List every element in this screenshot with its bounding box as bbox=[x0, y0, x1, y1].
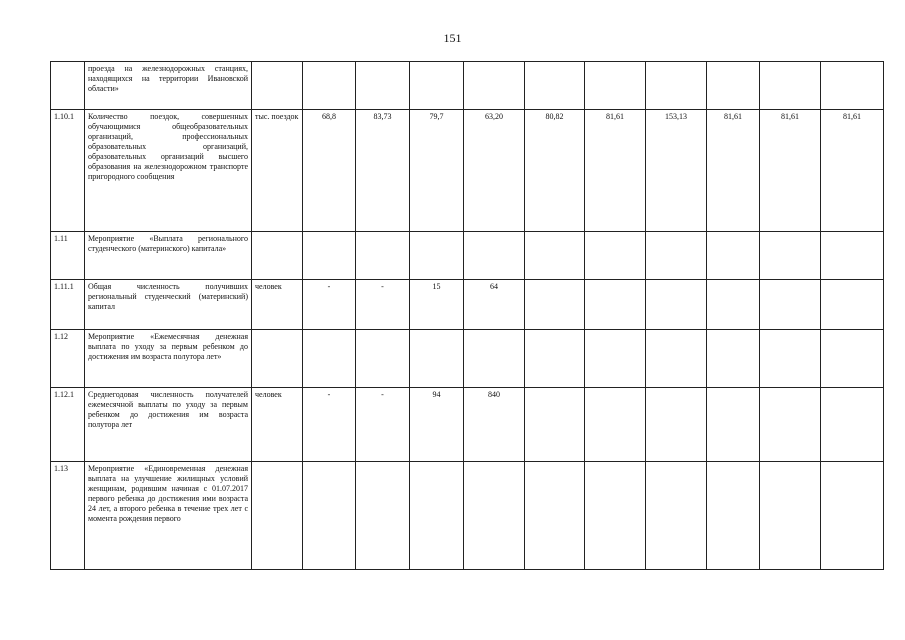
row-description: Общая численность получивших региональный студенческий (материнский) капитал bbox=[85, 280, 252, 330]
row-value: 81,61 bbox=[585, 110, 646, 232]
row-value bbox=[464, 330, 525, 388]
table-body bbox=[51, 62, 884, 570]
row-value bbox=[707, 330, 760, 388]
row-code: 1.10.1 bbox=[51, 110, 85, 232]
table-row bbox=[51, 462, 884, 570]
row-unit bbox=[252, 232, 303, 280]
row-value: 83,73 bbox=[356, 110, 410, 232]
row-value bbox=[760, 462, 821, 570]
row-value bbox=[525, 232, 585, 280]
row-value bbox=[707, 232, 760, 280]
row-value bbox=[760, 388, 821, 462]
row-value bbox=[821, 232, 884, 280]
row-value: 94 bbox=[410, 388, 464, 462]
row-value bbox=[356, 62, 410, 110]
row-value bbox=[707, 462, 760, 570]
row-value: 79,7 bbox=[410, 110, 464, 232]
row-unit bbox=[252, 330, 303, 388]
row-value bbox=[410, 62, 464, 110]
row-value bbox=[760, 232, 821, 280]
row-value bbox=[646, 388, 707, 462]
row-code: 1.12 bbox=[51, 330, 85, 388]
row-value bbox=[821, 462, 884, 570]
row-value bbox=[821, 62, 884, 110]
row-value: 153,13 bbox=[646, 110, 707, 232]
row-value: - bbox=[303, 388, 356, 462]
row-value: 80,82 bbox=[525, 110, 585, 232]
row-code: 1.13 bbox=[51, 462, 85, 570]
row-value bbox=[760, 280, 821, 330]
row-value bbox=[410, 330, 464, 388]
table-row bbox=[51, 62, 884, 110]
row-value bbox=[356, 232, 410, 280]
row-unit: тыс. поездок bbox=[252, 110, 303, 232]
row-value bbox=[646, 330, 707, 388]
row-value: 840 bbox=[464, 388, 525, 462]
row-unit: человек bbox=[252, 280, 303, 330]
page-number: 151 bbox=[443, 31, 462, 45]
row-code: 1.12.1 bbox=[51, 388, 85, 462]
row-value: 81,61 bbox=[760, 110, 821, 232]
row-code: 1.11 bbox=[51, 232, 85, 280]
row-value bbox=[410, 462, 464, 570]
indicators-table bbox=[50, 61, 884, 570]
row-value bbox=[585, 232, 646, 280]
row-value bbox=[707, 280, 760, 330]
row-description: проезда на железнодорожных станциях, находящихся на территории Ивановской области» bbox=[85, 62, 252, 110]
row-value: 81,61 bbox=[821, 110, 884, 232]
row-value bbox=[821, 330, 884, 388]
row-value bbox=[646, 62, 707, 110]
row-unit bbox=[252, 62, 303, 110]
row-value: 81,61 bbox=[707, 110, 760, 232]
row-value bbox=[821, 388, 884, 462]
table-row bbox=[51, 110, 884, 232]
row-code: 1.11.1 bbox=[51, 280, 85, 330]
row-value bbox=[356, 330, 410, 388]
row-value bbox=[525, 330, 585, 388]
row-description: Мероприятие «Выплата регионального студенческого (материнского) капитала» bbox=[85, 232, 252, 280]
row-value bbox=[464, 62, 525, 110]
row-description: Количество поездок, совершенных обучающимися общеобразовательных организаций, профессиональных образовательных организаций, образовательных организаций высшего образования на железнодорожном транспорте пригородного сообщения bbox=[85, 110, 252, 232]
row-value bbox=[821, 280, 884, 330]
row-value bbox=[585, 330, 646, 388]
row-value bbox=[646, 280, 707, 330]
row-description: Мероприятие «Ежемесячная денежная выплата по уходу за первым ребенком до достижения им возраста полутора лет» bbox=[85, 330, 252, 388]
row-value: - bbox=[356, 280, 410, 330]
row-value bbox=[707, 62, 760, 110]
row-value bbox=[646, 462, 707, 570]
row-value bbox=[760, 330, 821, 388]
row-value: - bbox=[356, 388, 410, 462]
table-row bbox=[51, 388, 884, 462]
row-value bbox=[464, 232, 525, 280]
row-value bbox=[303, 462, 356, 570]
row-code bbox=[51, 62, 85, 110]
row-value: 15 bbox=[410, 280, 464, 330]
row-value bbox=[525, 62, 585, 110]
row-value bbox=[585, 62, 646, 110]
row-value: 68,8 bbox=[303, 110, 356, 232]
table-row bbox=[51, 330, 884, 388]
row-value bbox=[585, 388, 646, 462]
row-value bbox=[303, 232, 356, 280]
row-unit: человек bbox=[252, 388, 303, 462]
row-value bbox=[303, 62, 356, 110]
row-value bbox=[707, 388, 760, 462]
row-value bbox=[585, 280, 646, 330]
table-row bbox=[51, 280, 884, 330]
row-description: Мероприятие «Единовременная денежная выплата на улучшение жилищных условий женщинам, родившим начиная с 01.07.2017 первого ребенка до достижения ими возраста 24 лет, а второго ребенка в течение трех лет с момента рождения первого bbox=[85, 462, 252, 570]
table-row bbox=[51, 232, 884, 280]
row-value bbox=[760, 62, 821, 110]
row-value bbox=[525, 388, 585, 462]
row-value bbox=[646, 232, 707, 280]
row-value bbox=[303, 330, 356, 388]
row-value bbox=[410, 232, 464, 280]
row-value: - bbox=[303, 280, 356, 330]
row-value bbox=[464, 462, 525, 570]
row-description: Среднегодовая численность получателей ежемесячной выплаты по уходу за первым ребенком до достижения им возраста полутора лет bbox=[85, 388, 252, 462]
row-value bbox=[525, 280, 585, 330]
row-unit bbox=[252, 462, 303, 570]
row-value bbox=[356, 462, 410, 570]
row-value: 63,20 bbox=[464, 110, 525, 232]
row-value bbox=[525, 462, 585, 570]
row-value: 64 bbox=[464, 280, 525, 330]
row-value bbox=[585, 462, 646, 570]
